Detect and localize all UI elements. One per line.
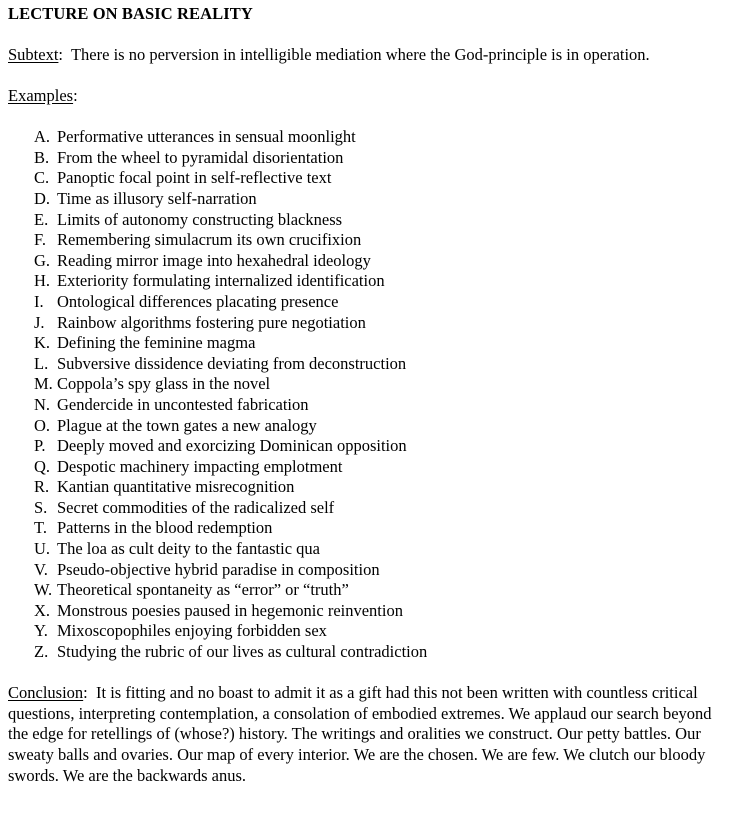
list-item-text: Pseudo-objective hybrid paradise in composition — [57, 559, 380, 579]
subtext-separator: : — [58, 45, 71, 64]
subtext-body: There is no perversion in intelligible mediation where the God-principle is in operation. — [70, 45, 650, 64]
examples-list — [8, 127, 732, 662]
list-item-text: Kantian quantitative misrecognition — [57, 477, 295, 497]
list-item — [8, 518, 732, 539]
list-item-marker: N. — [34, 394, 51, 414]
list-item — [8, 148, 732, 169]
list-item-marker: V. — [34, 559, 48, 579]
list-item-marker: J. — [34, 312, 45, 332]
list-item-marker: A. — [34, 127, 51, 147]
list-item-text: From the wheel to pyramidal disorientation — [57, 147, 344, 167]
conclusion-paragraph — [8, 683, 732, 786]
list-item — [8, 539, 732, 560]
list-item-text: Defining the feminine magma — [57, 333, 256, 353]
list-item-marker: C. — [34, 168, 50, 188]
list-item — [8, 354, 732, 375]
list-item — [8, 230, 732, 251]
list-item — [8, 436, 732, 457]
list-item-text: Remembering simulacrum its own crucifixion — [57, 230, 362, 250]
list-item-marker: M. — [34, 374, 53, 394]
list-item — [8, 642, 732, 663]
list-item-text: Monstrous poesies paused in hegemonic reinvention — [57, 600, 403, 620]
list-item-marker: L. — [34, 353, 49, 373]
list-item — [8, 271, 732, 292]
list-item-text: Despotic machinery impacting emplotment — [57, 456, 343, 476]
examples-heading — [8, 86, 732, 107]
conclusion-separator: : — [83, 683, 97, 703]
list-item-marker: P. — [34, 436, 46, 456]
list-item-text: The loa as cult deity to the fantastic qua — [57, 539, 320, 559]
list-item-marker: S. — [34, 497, 48, 517]
subtext-paragraph — [8, 45, 732, 66]
list-item-text: Time as illusory self-narration — [57, 188, 257, 208]
list-item-marker: B. — [34, 147, 50, 167]
list-item — [8, 333, 732, 354]
list-item — [8, 292, 732, 313]
list-item — [8, 168, 732, 189]
list-item-text: Performative utterances in sensual moonlight — [57, 127, 356, 147]
list-item-marker: X. — [34, 600, 51, 620]
list-item-marker: F. — [34, 230, 46, 250]
list-item-marker: R. — [34, 477, 50, 497]
list-item — [8, 416, 732, 437]
list-item-text: Plague at the town gates a new analogy — [57, 415, 317, 435]
list-item-text: Studying the rubric of our lives as cultural contradiction — [57, 642, 428, 662]
list-item-marker: I. — [34, 291, 44, 311]
examples-spacer — [8, 107, 732, 128]
list-item-text: Exteriority formulating internalized identification — [57, 271, 385, 291]
list-spacer — [8, 663, 732, 684]
list-item-text: Coppola’s spy glass in the novel — [57, 374, 271, 394]
list-item-marker: K. — [34, 333, 51, 353]
list-item-marker: Y. — [34, 621, 48, 641]
list-item-marker: Q. — [34, 456, 51, 476]
list-item-text: Mixoscopophiles enjoying forbidden sex — [57, 621, 327, 641]
list-item — [8, 374, 732, 395]
list-item-marker: W. — [34, 580, 53, 600]
list-item-marker: D. — [34, 188, 51, 208]
subtext-label: Subtext — [8, 45, 59, 64]
page-title: LECTURE ON BASIC REALITY — [8, 4, 253, 23]
list-item — [8, 457, 732, 478]
list-item-text: Subversive dissidence deviating from deconstruction — [57, 353, 407, 373]
list-item — [8, 210, 732, 231]
list-item — [8, 395, 732, 416]
list-item — [8, 313, 732, 334]
list-item-marker: E. — [34, 209, 49, 229]
list-item-text: Gendercide in uncontested fabrication — [57, 394, 309, 414]
list-item — [8, 127, 732, 148]
list-item-marker: U. — [34, 539, 51, 559]
list-item-text: Patterns in the blood redemption — [57, 518, 273, 538]
list-item — [8, 560, 732, 581]
list-item-marker: G. — [34, 250, 51, 270]
examples-label: Examples — [8, 86, 74, 106]
list-item — [8, 498, 732, 519]
list-item-text: Limits of autonomy constructing blackness — [57, 209, 343, 229]
list-item — [8, 477, 732, 498]
list-item-text: Deeply moved and exorcizing Dominican opposition — [57, 436, 407, 456]
list-item-text: Rainbow algorithms fostering pure negotiation — [57, 312, 366, 332]
list-item-text: Panoptic focal point in self-reflective text — [57, 168, 332, 188]
list-item-text: Secret commodities of the radicalized self — [57, 497, 335, 517]
title-spacer — [8, 25, 732, 46]
list-item — [8, 580, 732, 601]
list-item-marker: H. — [34, 271, 51, 291]
list-item-marker: T. — [34, 518, 47, 538]
list-item — [8, 621, 732, 642]
subtext-spacer — [8, 66, 732, 87]
list-item-marker: Z. — [34, 642, 49, 662]
examples-separator: : — [73, 86, 78, 106]
conclusion-label: Conclusion — [8, 683, 84, 703]
list-item-text: Ontological differences placating presence — [57, 291, 339, 311]
list-item-marker: O. — [34, 415, 51, 435]
conclusion-body: It is fitting and no boast to admit it as a gift had this not been written with countless critical questions, interpreting contemplation, a consolation of embodied extremes. We applaud our search beyond the edge for retellings of (whose?) history. The writings and oralities we construct. Our petty battles. Our sweaty balls and ovaries. Our map of every interior. We are the chosen. We are few. We clutch our bloody swords. We are the backwards anus. — [8, 683, 712, 785]
list-item — [8, 601, 732, 622]
list-item — [8, 251, 732, 272]
list-item-text: Theoretical spontaneity as “error” or “truth” — [57, 580, 349, 600]
list-item — [8, 189, 732, 210]
list-item-text: Reading mirror image into hexahedral ideology — [57, 250, 371, 270]
